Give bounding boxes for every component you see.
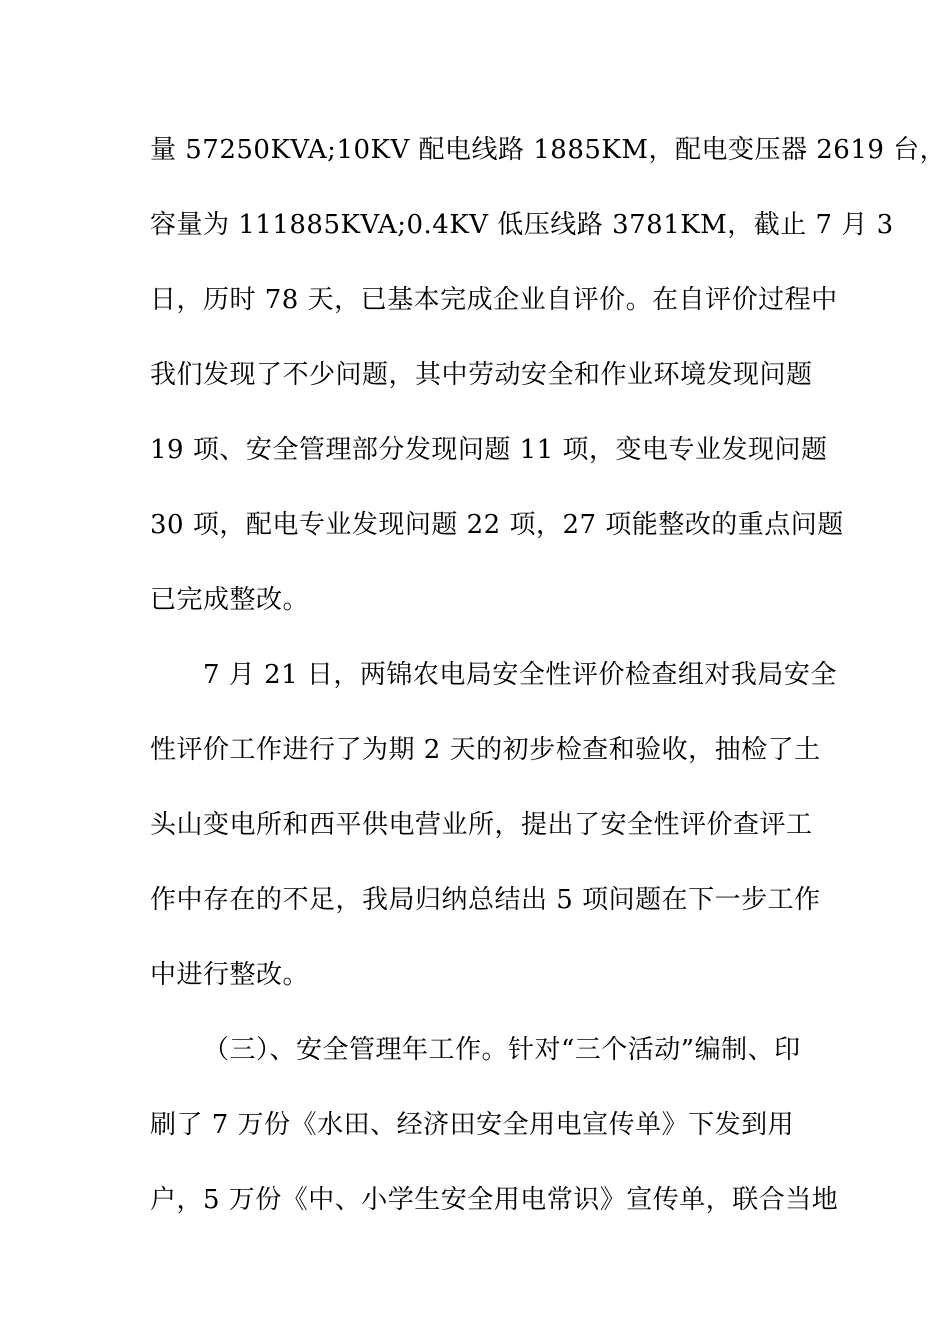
text-line: 7 月 21 日，两锦农电局安全性评价检查组对我局安全 xyxy=(203,660,837,690)
text-line: 中进行整改。 xyxy=(150,960,310,990)
text-line: （三）、安全管理年工作。针对“三个活动”编制、印 xyxy=(203,1035,801,1065)
text-line: 我们发现了不少问题，其中劳动安全和作业环境发现问题 xyxy=(150,360,813,390)
text-line: 日，历时 78 天，已基本完成企业自评价。在自评价过程中 xyxy=(150,285,838,315)
text-line: 已完成整改。 xyxy=(150,585,310,615)
text-line: 头山变电所和西平供电营业所，提出了安全性评价查评工 xyxy=(150,810,813,840)
text-line: 量 57250KVA;10KV 配电线路 1885KM，配电变压器 2619 台， xyxy=(150,135,947,165)
text-line: 容量为 111885KVA;0.4KV 低压线路 3781KM，截止 7 月 3 xyxy=(150,210,894,240)
text-line: 刷了 7 万份《水田、经济田安全用电宣传单》下发到用 xyxy=(150,1110,795,1140)
text-line: 户，5 万份《中、小学生安全用电常识》宣传单，联合当地 xyxy=(150,1185,839,1215)
text-line: 作中存在的不足，我局归纳总结出 5 项问题在下一步工作 xyxy=(150,885,821,915)
text-line: 19 项、安全管理部分发现问题 11 项，变电专业发现问题 xyxy=(150,435,828,465)
text-line: 30 项，配电专业发现问题 22 项，27 项能整改的重点问题 xyxy=(150,510,844,540)
text-line: 性评价工作进行了为期 2 天的初步检查和验收，抽检了土 xyxy=(150,735,821,765)
